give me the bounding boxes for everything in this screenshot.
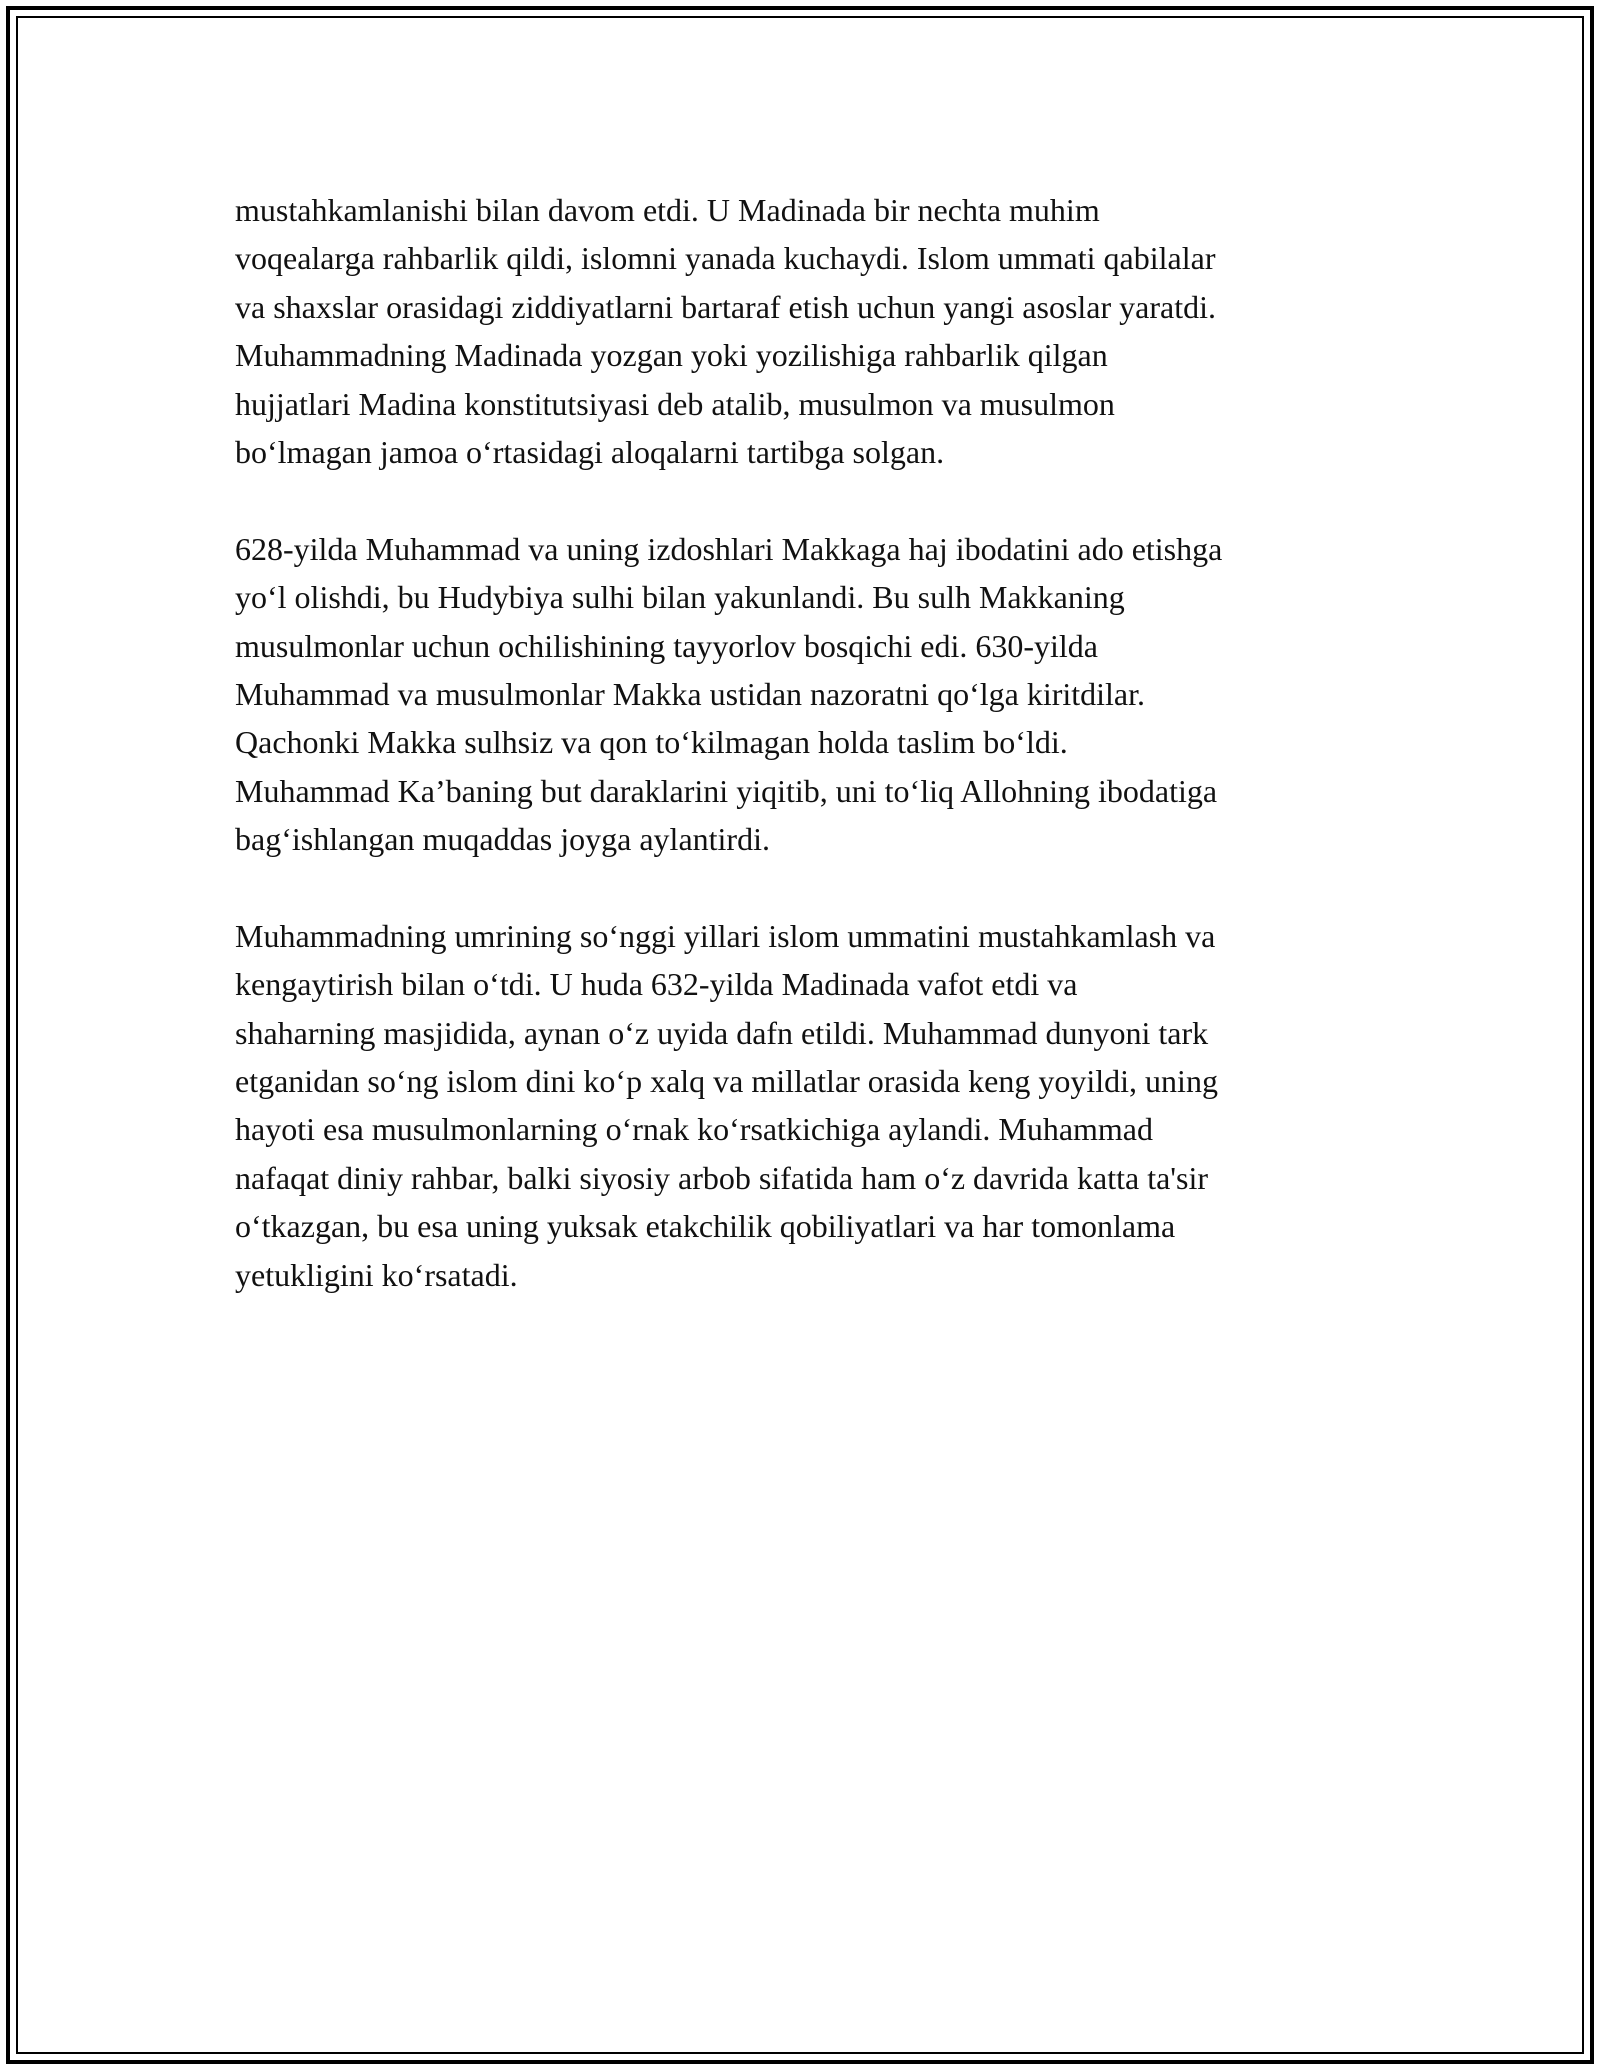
text-line: va shaxslar orasidagi ziddiyatlarni bartaraf etish uchun yangi asoslar yaratdi. (235, 288, 1216, 325)
text-line: Qachonki Makka sulhsiz va qon to‘kilmagan holda taslim bo‘ldi. (235, 724, 1068, 761)
text-line: hayoti esa musulmonlarning o‘rnak ko‘rsatkichiga aylandi. Muhammad (235, 1111, 1153, 1148)
text-line: Muhammadning Madinada yozgan yoki yozilishiga rahbarlik qilgan (235, 337, 1108, 374)
text-line: nafaqat diniy rahbar, balki siyosiy arbob sifatida ham o‘z davrida katta ta'sir (235, 1159, 1209, 1196)
text-line: yetukligini ko‘rsatadi. (235, 1256, 518, 1293)
text-line: Muhammad va musulmonlar Makka ustidan nazoratni qo‘lga kiritdilar. (235, 675, 1146, 712)
text-line: Muhammadning umrining so‘nggi yillari islom ummatini mustahkamlash va (235, 917, 1216, 954)
text-line: shaharning masjidida, aynan o‘z uyida dafn etildi. Muhammad dunyoni tark (235, 1014, 1209, 1051)
text-line: 628-yilda Muhammad va uning izdoshlari Makkaga haj ibodatini ado etishga (235, 530, 1223, 567)
document-body (235, 186, 1395, 1347)
text-line: kengaytirish bilan o‘tdi. U huda 632-yilda Madinada vafot etdi va (235, 966, 1078, 1003)
text-line: hujjatlari Madina konstitutsiyasi deb atalib, musulmon va musulmon (235, 385, 1115, 422)
text-line: etganidan so‘ng islom dini ko‘p xalq va millatlar orasida keng yoyildi, uning (235, 1063, 1218, 1100)
paragraph-3 (235, 912, 1395, 1299)
text-line: voqealarga rahbarlik qildi, islomni yanada kuchaydi. Islom ummati qabilalar (235, 240, 1216, 277)
text-line: o‘tkazgan, bu esa uning yuksak etakchilik qobiliyatlari va har tomonlama (235, 1208, 1176, 1245)
text-line: Muhammad Ka’baning but daraklarini yiqitib, uni to‘liq Allohning ibodatiga (235, 772, 1218, 809)
text-line: bo‘lmagan jamoa o‘rtasidagi aloqalarni tartibga solgan. (235, 433, 945, 470)
text-line: bag‘ishlangan muqaddas joyga aylantirdi. (235, 821, 770, 858)
text-line: musulmonlar uchun ochilishining tayyorlov bosqichi edi. 630-yilda (235, 627, 1098, 664)
paragraph-1 (235, 186, 1395, 476)
paragraph-2 (235, 525, 1395, 864)
text-line: mustahkamlanishi bilan davom etdi. U Madinada bir nechta muhim (235, 192, 1100, 228)
text-line: yo‘l olishdi, bu Hudybiya sulhi bilan yakunlandi. Bu sulh Makkaning (235, 579, 1125, 616)
